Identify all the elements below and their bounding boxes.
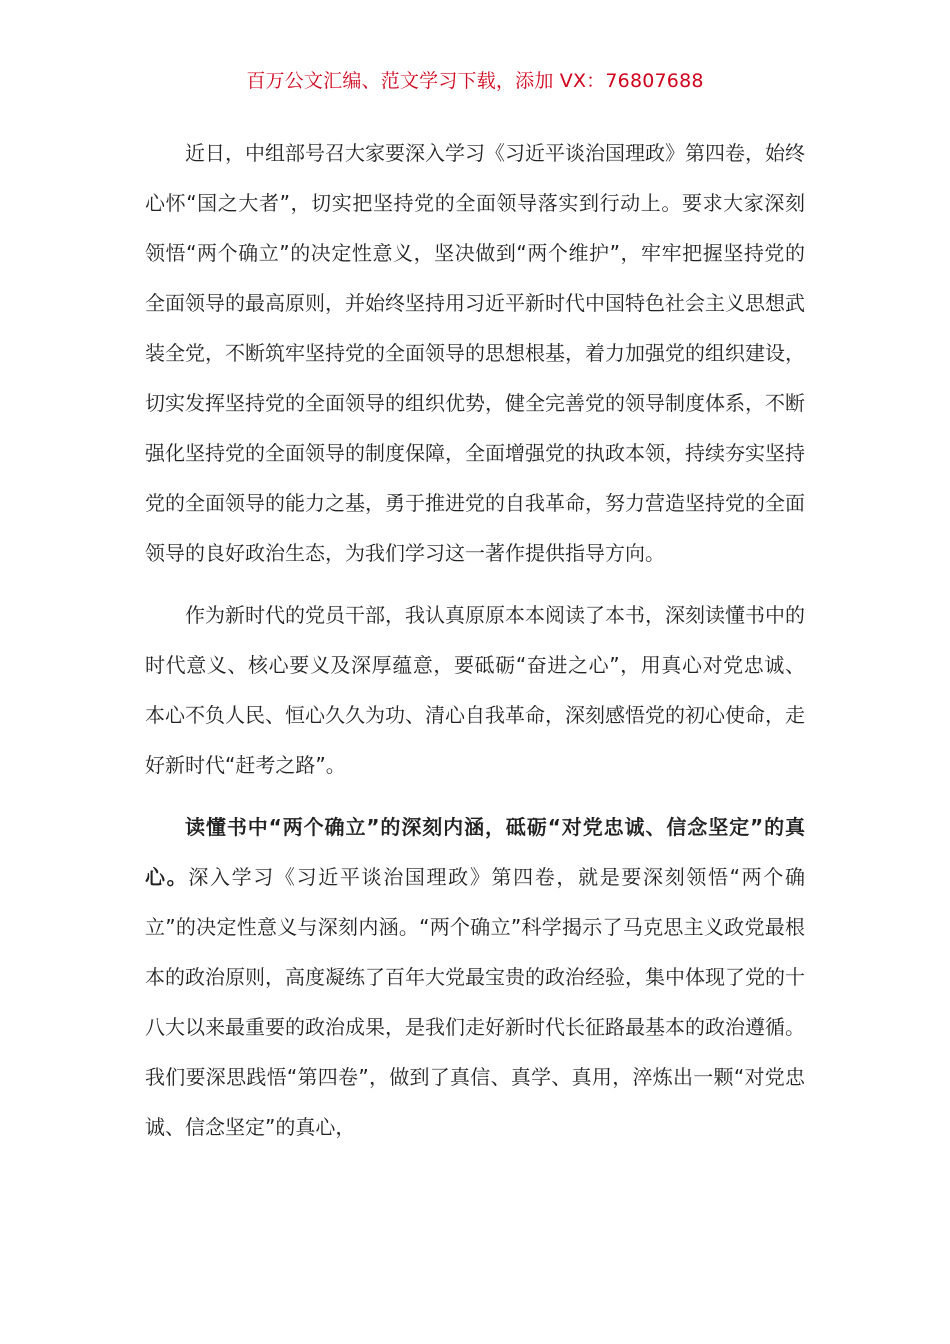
document-body <box>145 128 805 1152</box>
paragraph-3-heading: 读懂书中“两个确立”的深刻内涵，砥砺“对党忠诚、信念坚定”的真心。 <box>145 815 805 889</box>
paragraph-3-text: 深入学习《习近平谈治国理政》第四卷，就是要深刻领悟“两个确立”的决定性意义与深刻内涵。“两个确立”科学揭示了马克思主义政党最根本的政治原则，高度凝练了百年大党最宝贵的政治经验，集中体现了党的十八大以来最重要的政治成果，是我们走好新时代长征路最基本的政治遵循。我们要深思践悟“第四卷”，做到了真信、真学、真用，淬炼出一颗“对党忠诚、信念坚定”的真心， <box>145 865 805 1139</box>
paragraph-3 <box>145 802 805 1152</box>
paragraph-1: 近日，中组部号召大家要深入学习《习近平谈治国理政》第四卷，始终心怀“国之大者”，切实把坚持党的全面领导落实到行动上。要求大家深刻领悟“两个确立”的决定性意义，坚决做到“两个维护”，牢牢把握坚持党的全面领导的最高原则，并始终坚持用习近平新时代中国特色社会主义思想武装全党，不断筑牢坚持党的全面领导的思想根基，着力加强党的组织建设，切实发挥坚持党的全面领导的组织优势，健全完善党的领导制度体系，不断强化坚持党的全面领导的制度保障，全面增强党的执政本领，持续夯实坚持党的全面领导的能力之基，勇于推进党的自我革命，努力营造坚持党的全面领导的良好政治生态，为我们学习这一著作提供指导方向。 <box>145 141 805 565</box>
header-banner: 百万公文汇编、范文学习下载，添加 VX：76807688 <box>246 70 704 92</box>
paragraph-2: 作为新时代的党员干部，我认真原原本本阅读了本书，深刻读懂书中的时代意义、核心要义及深厚蕴意，要砥砺“奋进之心”，用真心对党忠诚、本心不负人民、恒心久久为功、清心自我革命，深刻感悟党的初心使命，走好新时代“赶考之路”。 <box>145 603 805 777</box>
